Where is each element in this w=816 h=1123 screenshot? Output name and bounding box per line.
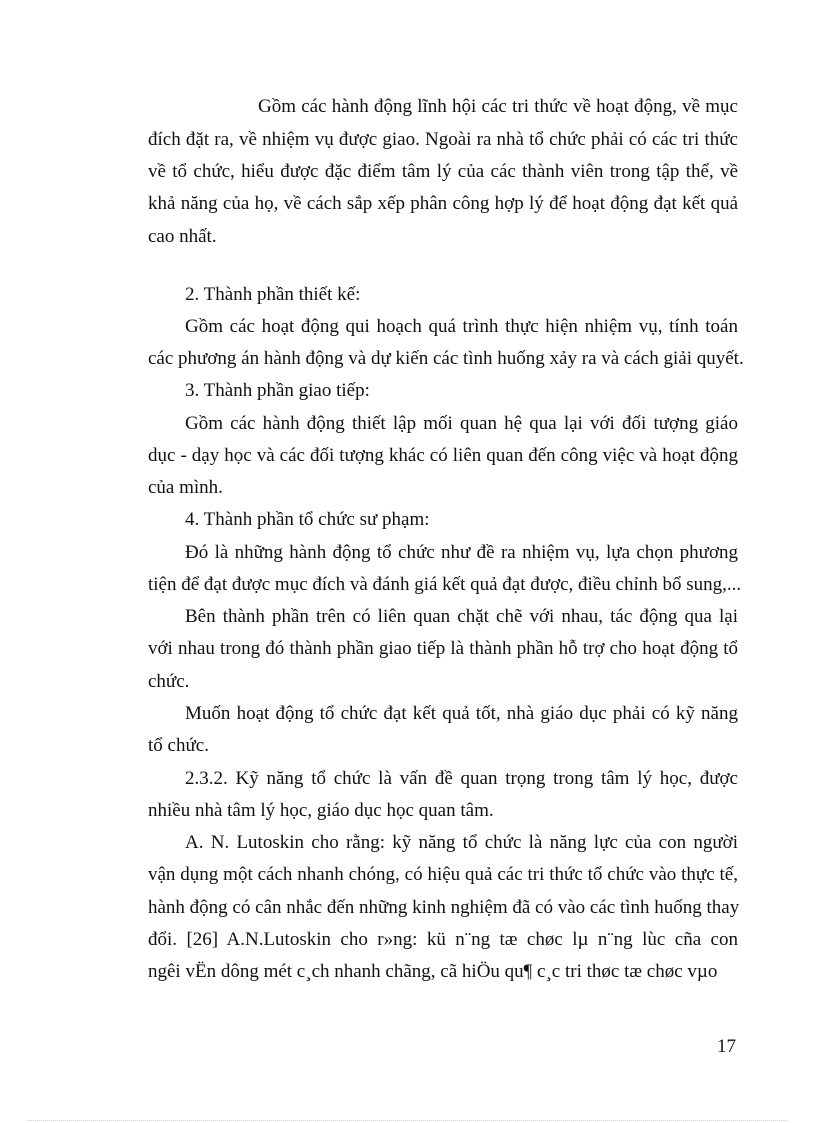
text-line: 3. Thành phần giao tiếp: bbox=[185, 380, 370, 401]
text-line: Gồm các hành động lĩnh hội các tri thức về hoạt động, về mục bbox=[258, 96, 738, 117]
text-line: tiện để đạt được mục đích và đánh giá kết quả đạt được, điều chỉnh bổ sung,... bbox=[148, 574, 742, 595]
text-line: hành động có cân nhắc đến những kinh nghiệm đã có vào các tình huống thay bbox=[148, 897, 740, 918]
text-line: ngêi vËn dông mét c¸ch nhanh chãng, cã hiÖu qu¶ c¸c tri thøc tæ chøc vµo bbox=[148, 961, 718, 982]
text-line: Gồm các hoạt động qui hoạch quá trình thực hiện nhiệm vụ, tính toán bbox=[185, 316, 738, 337]
text-line: chức. bbox=[148, 671, 190, 692]
text-line: 4. Thành phần tổ chức sư phạm: bbox=[185, 509, 430, 530]
text-line: vận dụng một cách nhanh chóng, có hiệu quả các tri thức tổ chức vào thực tế, bbox=[148, 864, 738, 885]
text-line: cao nhất. bbox=[148, 226, 217, 247]
text-line: 2.3.2. Kỹ năng tổ chức là vấn đề quan trọng trong tâm lý học, được bbox=[185, 768, 738, 789]
text-line: dục - dạy học và các đối tượng khác có liên quan đến công việc và hoạt động bbox=[148, 445, 738, 466]
text-line: nhiều nhà tâm lý học, giáo dục học quan tâm. bbox=[148, 800, 494, 821]
text-line: tổ chức. bbox=[148, 735, 209, 756]
text-line: đổi. [26] A.N.Lutoskin cho r»ng: kü n¨ng tæ chøc lµ n¨ng lùc cña con bbox=[148, 929, 738, 950]
text-line: 2. Thành phần thiết kế: bbox=[185, 284, 361, 305]
text-line: Muốn hoạt động tổ chức đạt kết quả tốt, nhà giáo dục phải có kỹ năng bbox=[185, 703, 738, 724]
text-line: A. N. Lutoskin cho rằng: kỹ năng tổ chức là năng lực của con người bbox=[185, 832, 738, 853]
text-line: Đó là những hành động tổ chức như đề ra nhiệm vụ, lựa chọn phương bbox=[185, 542, 738, 563]
footer-divider bbox=[28, 1120, 788, 1121]
text-line: của mình. bbox=[148, 477, 223, 498]
text-line: Gồm các hành động thiết lập mối quan hệ qua lại với đối tượng giáo bbox=[185, 413, 738, 434]
text-line: đích đặt ra, về nhiệm vụ được giao. Ngoài ra nhà tổ chức phải có các tri thức bbox=[148, 129, 738, 150]
text-line: khả năng của họ, về cách sắp xếp phân công hợp lý để hoạt động đạt kết quả bbox=[148, 193, 738, 214]
text-line: về tổ chức, hiểu được đặc điểm tâm lý của các thành viên trong tập thể, về bbox=[148, 161, 738, 182]
text-line: các phương án hành động và dự kiến các tình huống xảy ra và cách giải quyết. bbox=[148, 348, 744, 369]
text-line: với nhau trong đó thành phần giao tiếp là thành phần hỗ trợ cho hoạt động tổ bbox=[148, 638, 738, 659]
text-line: Bên thành phần trên có liên quan chặt chẽ với nhau, tác động qua lại bbox=[185, 606, 738, 627]
page-number: 17 bbox=[717, 1036, 736, 1057]
